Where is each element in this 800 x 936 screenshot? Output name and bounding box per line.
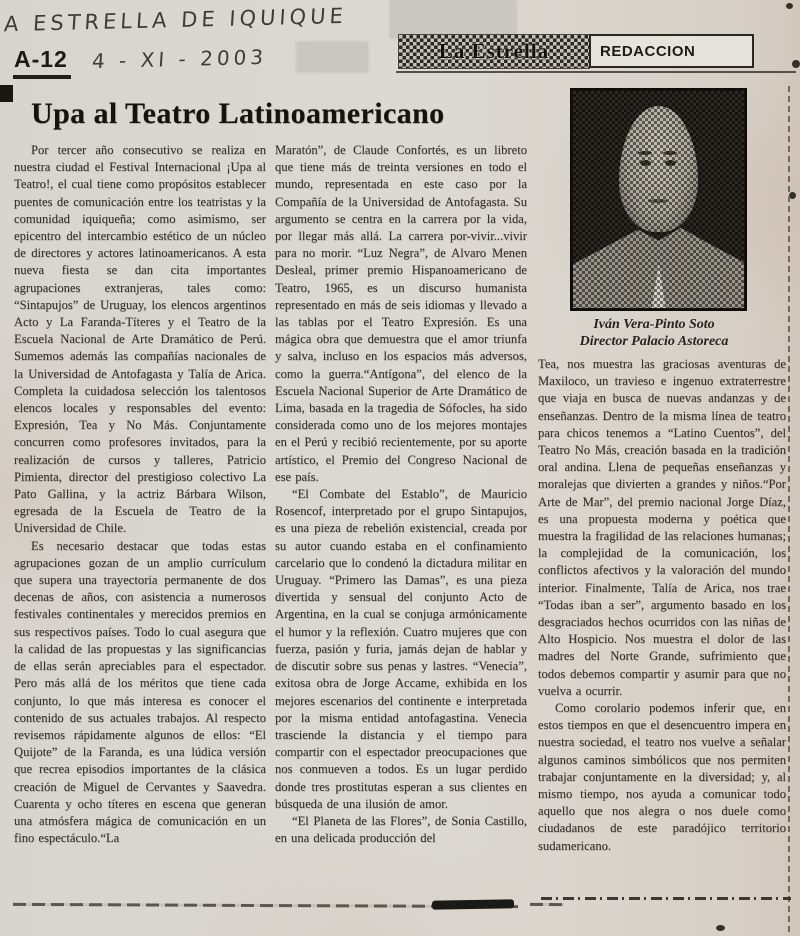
ink-speck-1 xyxy=(786,3,793,9)
photo-caption xyxy=(548,316,760,350)
halftone-overlay xyxy=(573,91,744,308)
masthead-label: La Estrella xyxy=(438,39,550,63)
headline: Upa al Teatro Latinoamericano xyxy=(31,97,445,130)
article-paragraph: Por tercer año consecutivo se realiza en nuestra ciudad el Festival Internacional ¡Upa al Teatro!, el cual tiene como propósitos establecer puentes de comunicación entre los teatristas y la comunidad iquiqueña; como asimismo, ser epicentro del intercambio estético de un núcleo de directores y actores latinoamericanos. A esta nueva fiesta se dan cita importantes agrupaciones extranjeras, tales como: “Sintapujos” de Uruguay, los elencos argentinos Acto y La Faranda-Títeres y el Teatro de la Escuela Nacional de Arte Dramático de Perú. Sumemos además las compañías nacionales de la Universidad de Antofagasta y Talía de Arica. Completa la cuidadosa selección los talentosos elencos locales y responsables del evento: Expresión, Tea y No Más. Conjuntamente concurren como profesores invitados, para la realización de cursos y talleres, Patricio Pimienta, director del prestigioso colectivo La Pato Gallina, y la actriz Bárbara Wilson, egresada de la Escuela de Teatro de la Universidad de Chile. xyxy=(14,143,266,536)
column-divider-dashed xyxy=(788,86,790,932)
ink-speck-2 xyxy=(792,60,800,68)
masthead-box xyxy=(398,34,590,69)
correction-tape-left xyxy=(297,42,368,72)
clipping-dashdot-bottom-right xyxy=(541,897,791,900)
article-paragraph: “El Planeta de las Flores”, de Sonia Castillo, en una delicada producción del xyxy=(275,813,527,846)
page-number-underline xyxy=(13,75,71,79)
handwritten-date-note: 4 - XI - 2003 xyxy=(91,44,268,74)
caption-line-1: Iván Vera-Pinto Soto xyxy=(593,317,715,332)
portrait-halftone xyxy=(573,91,744,308)
article-paragraph: “El Combate del Establo”, de Mauricio Rosencof, interpretado por el grupo Sintapujos, es una pieza de rebelión existencial, creada por su autor cuando estaba en el confinamiento carcelario que lo condenó la dictadura militar en Uruguay. “Primero las Damas”, es una pieza divertida y sensual del conjunto Acto de Argentina, en la cual se conjuga armónicamente el humor y la reflexión. Cuatro mujeres que con fuerza, pasión y furia, jamás dejan de hablar y de discutir sobre sus penas y lastres. “Venecia”, exitosa obra de Jorge Accame, exhibida en los mejores escenarios del continente e interpretada por la misma entidad antofagastina. Venecia trasciende la distancia y el tiempo para compartir con el espectador preocupaciones que nos conmueven a todos. Es un lugar perdido donde tres prostitutas esperan a sus clientes en búsqueda de una ilusión de amor. xyxy=(275,487,527,811)
header-rule xyxy=(396,71,796,73)
page-number: A-12 xyxy=(14,46,68,72)
section-label-box xyxy=(589,34,754,68)
portrait-photo xyxy=(570,88,747,311)
article-paragraph: Tea, nos muestra las graciosas aventuras de Maxiloco, un travieso e ingenuo extraterrestre que viaja en busca de nuevas andanzas y de enseñanzas. Dentro de la misma línea de teatro para chicos tenemos a “Latino Cuentos”, del Teatro No Más, creación basada en la tradición oral andina. Llena de pequeñas enseñanzas y moralejas que divierten a grandes y niños.“Por Arte de Mar”, del premio nacional Jorge Díaz, es una propuesta moderna y poética que muestra la fragilidad de las relaciones humanas; la complejidad de la comunicación, los conflictos afectivos y la valoración del mundo interior. Finalmente, Talía de Arica, nos trae “Todas iban a ser”, argumento basado en los desgraciados hechos ocurridos con las niñas de Alto Hospicio. Nos muestra el dolor de las madres del Norte Grande, sufrimiento que todos debemos compartir y asumir para que no vuelva a ocurrir. xyxy=(538,357,786,698)
clipping-ink-blob xyxy=(432,899,514,909)
clipping-corner-mark xyxy=(0,85,13,102)
ink-speck-4 xyxy=(716,925,725,931)
article-paragraph: Maratón”, de Claude Confortés, es un libreto que tiene más de treinta versiones en todo el mundo, representada en este caso por la Compañía de la Universidad de Antofagasta. Su argumento se centra en la carrera por la vida, por llegar más allá. La carrera por-vivir...vivir para no morir. “Luz Negra”, de Alvaro Menen Desleal, primer premio Hispanoamericano de Teatro, 1965, es un discurso humanista representado en más de seis idiomas y llevado a las tablas por el Teatro Expresión. Es una mágica obra que demuestra que el amor triunfa y salva, incluso en los espacios más adversos, como la guerra.“Antígona”, del elenco de la Escuela Nacional Superior de Arte Dramático de Lima, basada en la tragedia de Sófocles, ha sido considerada como uno de los mejores montajes en el Perú y recibió recientemente, por su aporte artístico, el Premio del Congreso Nacional de ese país. xyxy=(275,143,527,484)
caption-line-2: Director Palacio Astoreca xyxy=(579,334,729,349)
article-column-1 xyxy=(14,142,266,900)
article-paragraph: Como corolario podemos inferir que, en estos tiempos en que el desencuentro impera en nuestra sociedad, el teatro nos vuelve a señalar algunos caminos simbólicos que nos permiten trabajar conjuntamente en la diversidad; y, al mismo tiempo, nos ayuda a comunicar todo aquello que nos alegra o nos duele como ciudadanos de este paradójico territorio sudamericano. xyxy=(538,701,786,853)
article-column-3 xyxy=(538,356,786,896)
section-label: REDACCION xyxy=(600,42,696,60)
correction-tape-top xyxy=(390,0,516,38)
article-column-2 xyxy=(275,142,527,900)
clipping-cut-dash-segment xyxy=(530,903,564,906)
ink-speck-3 xyxy=(789,192,796,199)
handwritten-source-note: A ESTRELLA DE IQUIQUE xyxy=(3,3,348,37)
article-paragraph: Es necesario destacar que todas estas agrupaciones gozan de un amplio currículum que supera una trayectoria permanente de dos decenas de años, con asistencia a numerosos festivales continentales y merecidos premios en sus respectivos países. Todo lo cual asegura que la calidad de las propuestas y las significancias de ellas serán apreciables para el espectador. Pero más allá de los méritos que tiene cada conjunto, lo que más interesa es conocer el contenido de sus actuales trabajos. Al respecto revisemos rápidamente algunos de ellos: “El Quijote” de la Faranda, es una lúdica versión que recrea episodios importantes de la clásica creación de Miguel de Cervantes y Saavedra. Cuarenta y ocho títeres en escena que generan una atmósfera mágica de comunicación en un fino espectáculo.“La xyxy=(14,538,266,846)
